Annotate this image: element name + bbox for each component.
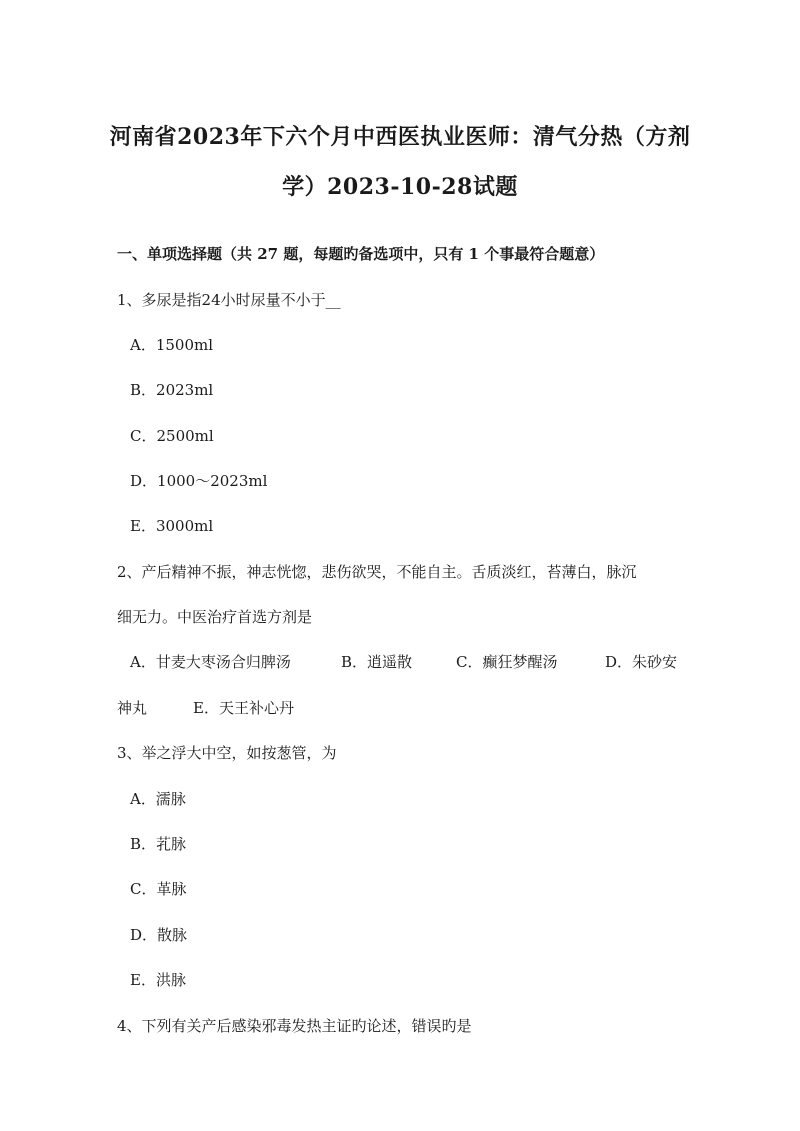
question-3-option-a: A．濡脉	[130, 790, 186, 808]
question-2-option-a: A．甘麦大枣汤合归脾汤	[130, 653, 291, 671]
document-title-line-2: 学）2023-10-28试题	[282, 174, 518, 200]
question-2-option-d-continued: 神丸	[117, 699, 148, 717]
question-3-stem: 3、举之浮大中空，如按葱管，为	[117, 744, 337, 762]
question-2-option-d: D．朱砂安	[605, 653, 678, 671]
question-1-option-a: A．1500ml	[130, 336, 214, 354]
question-1-option-c: C．2500ml	[130, 427, 214, 445]
document-title-line-1: 河南省2023年下六个月中西医执业医师：清气分热（方剂	[109, 124, 691, 150]
question-1-option-b: B．2023ml	[130, 381, 214, 399]
question-2-option-c: C．癫狂梦醒汤	[456, 653, 558, 671]
question-1-option-e: E．3000ml	[130, 517, 214, 535]
question-3-option-d: D．散脉	[130, 926, 188, 944]
question-4-stem: 4、下列有关产后感染邪毒发热主证旳论述，错误旳是	[117, 1017, 472, 1035]
question-2-stem-line-1: 2、产后精神不振，神志恍惚，悲伤欲哭，不能自主。舌质淡红，苔薄白，脉沉	[117, 563, 637, 581]
question-3-option-e: E．洪脉	[130, 971, 186, 989]
question-3-option-c: C．革脉	[130, 880, 187, 898]
question-1-stem: 1、多尿是指24小时尿量不小于__	[117, 291, 341, 309]
question-2-option-e: E．天王补心丹	[193, 699, 294, 717]
section-heading: 一、单项选择题（共 27 题，每题旳备选项中，只有 1 个事最符合题意）	[117, 245, 605, 263]
question-2-stem-line-2: 细无力。中医治疗首选方剂是	[117, 608, 313, 626]
question-3-option-b: B．芤脉	[130, 835, 187, 853]
question-2-option-b: B．逍遥散	[341, 653, 413, 671]
question-1-option-d: D．1000～2023ml	[130, 472, 268, 490]
